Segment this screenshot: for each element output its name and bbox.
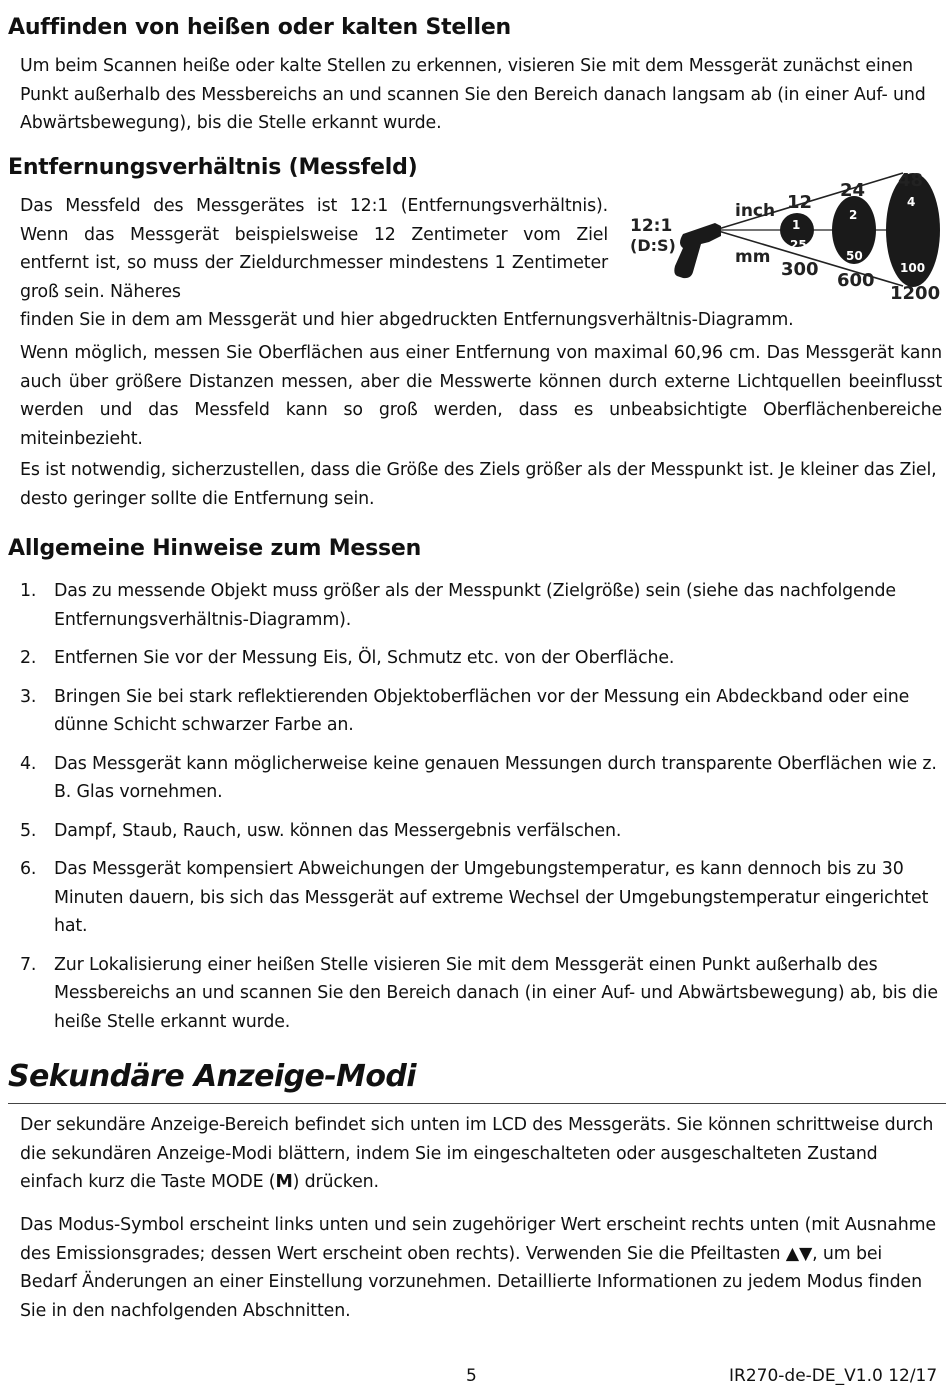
- paragraph-hot-cold-spots: Um beim Scannen heiße oder kalte Stellen zu erkennen, visieren Sie mit dem Messgerät zunächst einen Punkt außerhalb des Messbereichs an und scannen Sie den Bereich danach langsam ab (in einer Auf- und Abwärtsbewegung), bis die Stelle erkannt wurde.: [20, 56, 926, 133]
- thermometer-silhouette-icon: [674, 223, 721, 278]
- diagram-spot-mm-2: 50: [846, 249, 863, 263]
- diagram-dist-inch-2: 24: [840, 180, 866, 201]
- heading-distance-ratio: Entfernungsverhältnis (Messfeld): [8, 155, 418, 180]
- heading-secondary-display-modes: Sekundäre Anzeige-Modi: [8, 1059, 416, 1094]
- distance-to-spot-diagram: [625, 168, 943, 304]
- list-item: 3. Bringen Sie bei stark reflektierenden Objektoberflächen vor der Messung ein Abdeckband oder eine dünne Schicht schwarzer Farbe an.: [20, 686, 910, 735]
- diagram-dist-mm-3: 1200: [890, 283, 941, 304]
- diagram-dist-mm-1: 300: [781, 259, 819, 280]
- mode-key-label: M: [275, 1172, 293, 1192]
- diagram-dist-inch-3: 48: [898, 170, 924, 191]
- paragraph-distance-ratio-continued: finden Sie in dem am Messgerät und hier abgedruckten Entfernungsverhältnis-Diagramm.: [20, 310, 794, 330]
- diagram-spot-inch-2: 2: [849, 208, 858, 222]
- diagram-unit-mm: mm: [735, 247, 771, 267]
- paragraph-distance-ratio-wrapped: Das Messfeld des Messgerätes ist 12:1 (Entfernungsverhältnis). Wenn das Messgerät beispielsweise 12 Zentimeter vom Ziel entfernt ist, so muss der Zieldurchmesser mindestens 1 Zentimeter groß sein. Näheres: [20, 196, 608, 302]
- diagram-ratio-sub-label: (D:S): [630, 236, 676, 255]
- diagram-spot-mm-3: 100: [900, 261, 926, 275]
- paragraph-secondary-display: Der sekundäre Anzeige-Bereich befindet sich unten im LCD des Messgeräts. Sie können schrittweise durch die sekundären Anzeige-Modi blättern, indem Sie im eingeschalteten oder ausgeschalteten Zustand einfach kurz die Taste MODE (M) drücken.: [20, 1115, 934, 1192]
- document-id: IR270-de-DE_V1.0 12/17: [729, 1366, 938, 1386]
- diagram-spot-mm-1: 25: [790, 238, 807, 252]
- diagram-dist-inch-1: 12: [787, 192, 813, 213]
- section-divider: [8, 1103, 946, 1104]
- heading-general-notes: Allgemeine Hinweise zum Messen: [8, 536, 422, 561]
- list-item: 1. Das zu messende Objekt muss größer als der Messpunkt (Zielgröße) sein (siehe das nachfolgende Entfernungsverhältnis-Diagramm).: [20, 581, 896, 630]
- list-item: 4. Das Messgerät kann möglicherweise keine genauen Messungen durch transparente Oberflächen wie z. B. Glas vornehmen.: [20, 753, 937, 802]
- diagram-spot-inch-3: 4: [907, 195, 916, 209]
- paragraph-target-size: Es ist notwendig, sicherzustellen, dass die Größe des Ziels größer als der Messpunkt ist. Je kleiner das Ziel, desto geringer sollte die Entfernung sein.: [20, 460, 937, 509]
- heading-hot-cold-spots: Auffinden von heißen oder kalten Stellen: [8, 15, 512, 40]
- list-item: 6. Das Messgerät kompensiert Abweichungen der Umgebungstemperatur, es kann dennoch bis zu 30 Minuten dauern, bis sich das Messgerät auf extreme Wechsel der Umgebungstemperatur eingerichtet hat.: [20, 859, 929, 936]
- paragraph-max-distance: Wenn möglich, messen Sie Oberflächen aus einer Entfernung von maximal 60,96 cm. Das Messgerät kann auch über größere Distanzen messen, aber die Messwerte können durch externe Lichtquellen beeinflusst werden und das Messfeld kann so groß werden, dass es unbeabsichtigte Oberflächenbereiche miteinbezieht.: [20, 343, 942, 449]
- list-item: 2. Entfernen Sie vor der Messung Eis, Öl, Schmutz etc. von der Oberfläche.: [20, 648, 675, 668]
- diagram-ratio-label: 12:1: [630, 216, 673, 236]
- diagram-dist-mm-2: 600: [837, 270, 875, 291]
- page-number: 5: [466, 1366, 477, 1386]
- list-item: 7. Zur Lokalisierung einer heißen Stelle visieren Sie mit dem Messgerät einen Punkt außerhalb des Messbereichs an und scannen Sie den Bereich danach (in einer Auf- und Abwärtsbewegung) ab, bis die heiße Stelle erkannt wurde.: [20, 954, 938, 1032]
- diagram-unit-inch: inch: [735, 201, 776, 221]
- paragraph-mode-symbol: Das Modus-Symbol erscheint links unten und sein zugehöriger Wert erscheint rechts unten (mit Ausnahme des Emissionsgrades; dessen Wert erscheint oben rechts). Verwenden Sie die Pfeiltasten ▲▼, um bei Bedarf Änderungen an einer Einstellung vorzunehmen. Detaillierte Informationen zu jedem Modus finden Sie in den nachfolgenden Abschnitten.: [20, 1215, 936, 1321]
- general-notes-list: [20, 577, 940, 1046]
- list-item: 5. Dampf, Staub, Rauch, usw. können das Messergebnis verfälschen.: [20, 820, 622, 841]
- diagram-spot-inch-1: 1: [792, 218, 801, 232]
